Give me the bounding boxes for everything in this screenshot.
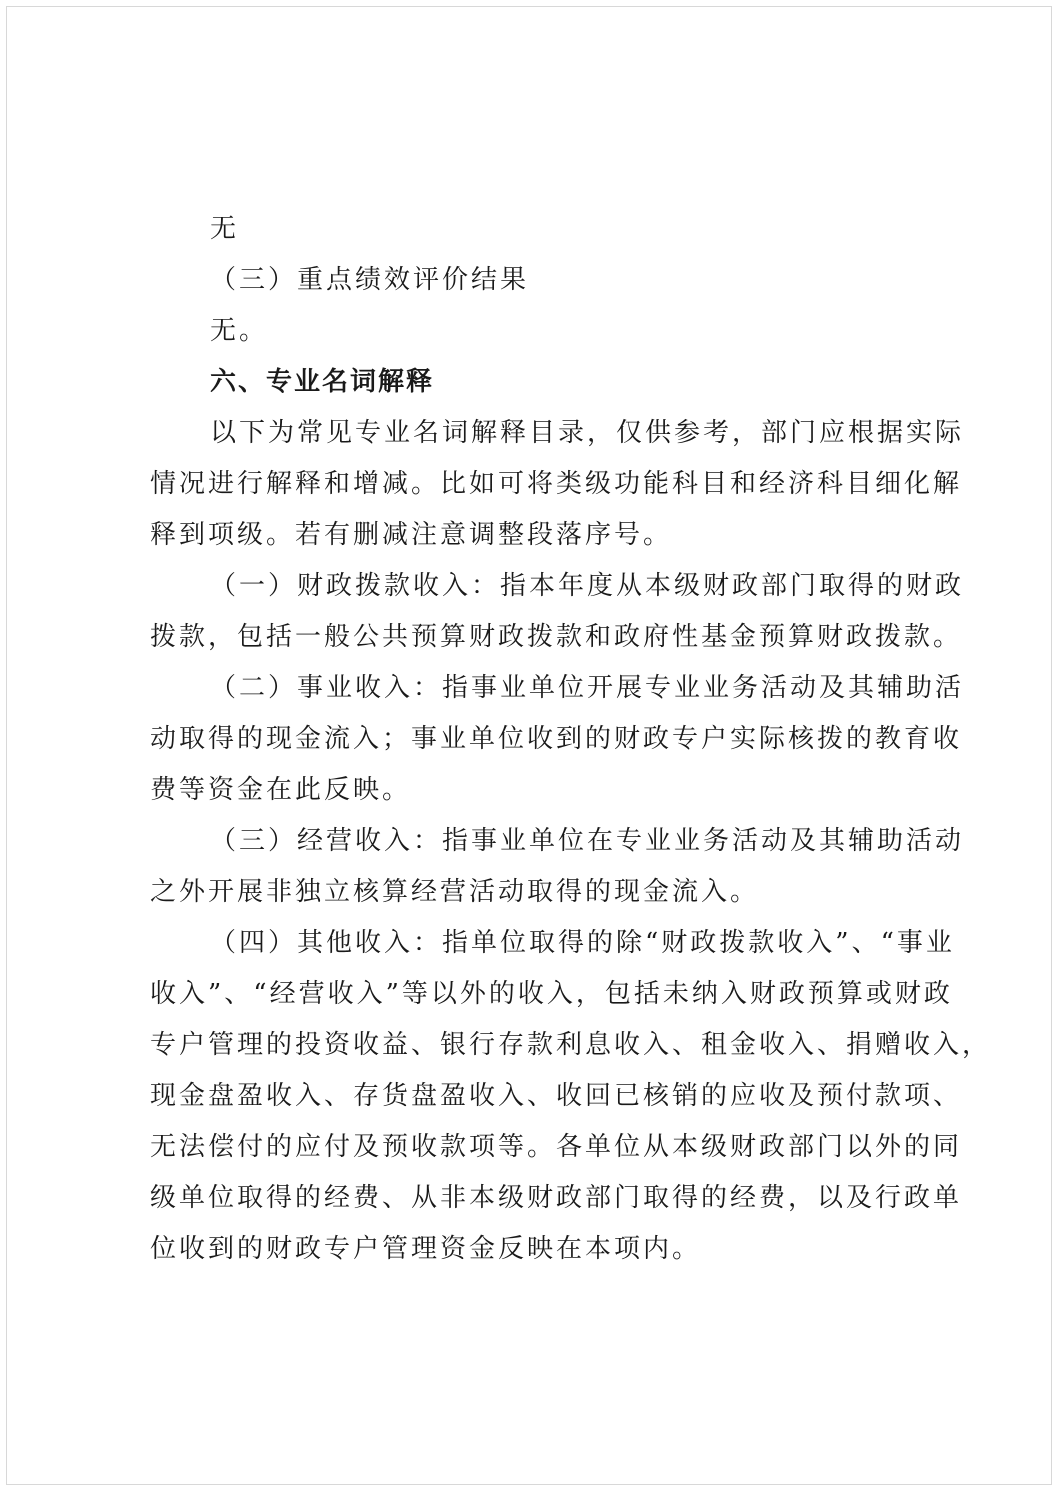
intro-line: 以下为常见专业名词解释目录，仅供参考，部门应根据实际 <box>210 418 965 448</box>
definition-line: 费等资金在此反映。 <box>150 775 412 805</box>
definition-line: （二）事业收入：指事业单位开展专业业务活动及其辅助活 <box>210 673 965 703</box>
definition-line: 收入”、“经营收入”等以外的收入，包括未纳入财政预算或财政 <box>150 979 953 1009</box>
definition-line: 现金盘盈收入、存货盘盈收入、收回已核销的应收及预付款项、 <box>150 1081 963 1111</box>
definition-business-income <box>150 663 965 816</box>
definition-other-income <box>150 918 992 1275</box>
definition-operating-income <box>150 816 965 918</box>
definition-fiscal-appropriation-income <box>150 561 965 663</box>
definition-line: 动取得的现金流入；事业单位收到的财政专户实际核拨的教育收 <box>150 724 963 754</box>
definition-line: 之外开展非独立核算经营活动取得的现金流入。 <box>150 877 760 907</box>
definition-line: （一）财政拨款收入：指本年度从本级财政部门取得的财政 <box>210 571 965 601</box>
none-text-period: 无。 <box>210 316 269 346</box>
definition-line: （三）经营收入：指事业单位在专业业务活动及其辅助活动 <box>210 826 965 856</box>
subheading-performance-results: （三）重点绩效评价结果 <box>210 265 530 295</box>
definition-line: 拨款，包括一般公共预算财政拨款和政府性基金预算财政拨款。 <box>150 622 963 652</box>
definition-line: 无法偿付的应付及预收款项等。各单位从本级财政部门以外的同 <box>150 1132 963 1162</box>
intro-line: 释到项级。若有删减注意调整段落序号。 <box>150 520 673 550</box>
definition-line: 位收到的财政专户管理资金反映在本项内。 <box>150 1234 702 1264</box>
definition-line: 级单位取得的经费、从非本级财政部门取得的经费，以及行政单 <box>150 1183 963 1213</box>
document-page <box>6 6 1052 1485</box>
intro-line: 情况进行解释和增减。比如可将类级功能科目和经济科目细化解 <box>150 469 963 499</box>
definition-line: （四）其他收入：指单位取得的除“财政拨款收入”、“事业 <box>210 928 955 958</box>
intro-paragraph <box>150 408 965 561</box>
definition-line: 专户管理的投资收益、银行存款利息收入、租金收入、捐赠收入， <box>150 1030 992 1060</box>
section-heading: 六、专业名词解释 <box>210 367 435 397</box>
page-content <box>150 204 992 1275</box>
none-text: 无 <box>210 214 240 244</box>
